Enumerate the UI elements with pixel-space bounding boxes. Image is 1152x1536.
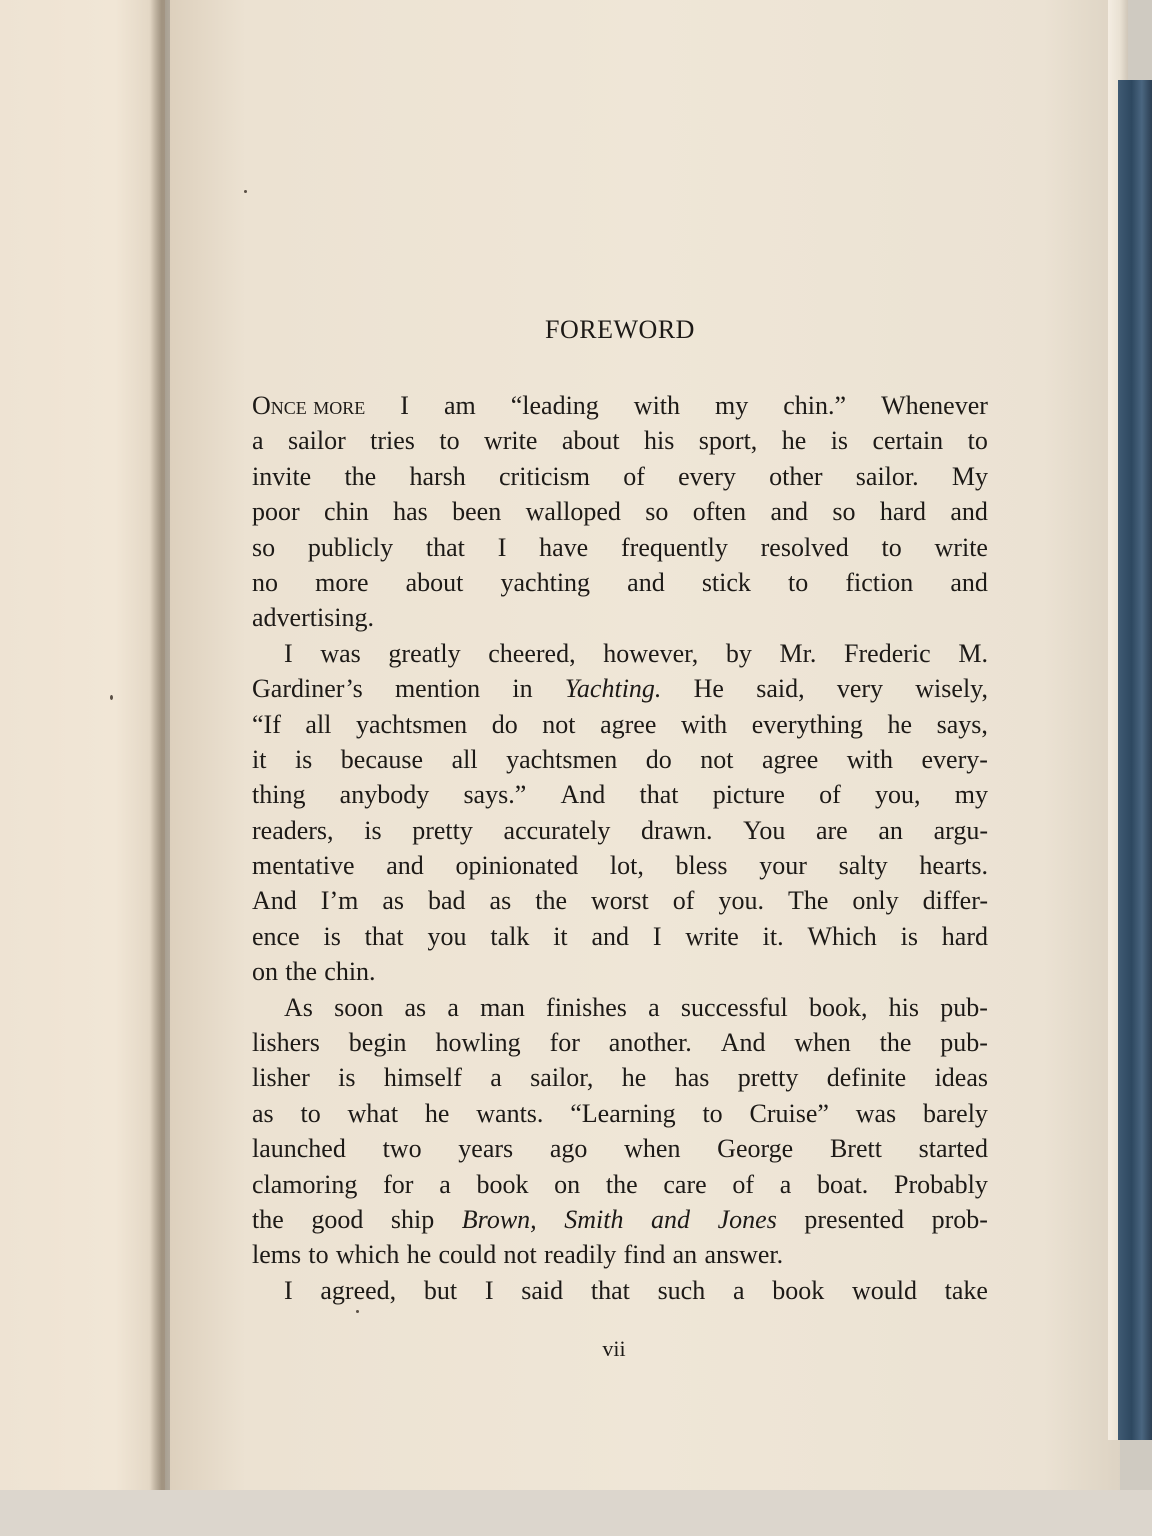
word: certain: [872, 426, 944, 456]
word: all: [305, 709, 332, 739]
word: of: [819, 780, 841, 810]
word: about: [561, 426, 620, 456]
text-line: [252, 813, 988, 848]
word: find: [623, 1240, 666, 1270]
word: Brown,: [461, 1204, 537, 1234]
word: he: [781, 426, 807, 456]
word: talk: [490, 921, 530, 951]
word: resolved: [760, 532, 849, 562]
text-line: [252, 565, 988, 600]
word: and: [386, 851, 424, 881]
word: begin: [348, 1028, 407, 1058]
word: mention: [394, 674, 481, 704]
word: lisher: [252, 1063, 310, 1093]
word: opinionated: [455, 851, 579, 881]
page-number-container: [0, 1336, 1152, 1362]
text-line: [252, 848, 988, 883]
word: soon: [334, 992, 384, 1022]
word: do: [491, 709, 518, 739]
word: no: [252, 567, 278, 597]
word: to: [439, 426, 460, 456]
word: Yachting.: [564, 674, 662, 704]
word: every-: [921, 744, 988, 774]
word: ago: [549, 1134, 588, 1164]
word: walloped: [525, 497, 621, 527]
word: that: [639, 780, 679, 810]
word: and: [950, 497, 988, 527]
word: M.: [958, 638, 988, 668]
word: to: [788, 567, 809, 597]
word: said: [521, 1275, 564, 1305]
word: about: [405, 567, 464, 597]
word: successful: [680, 992, 788, 1022]
word: as: [252, 1098, 274, 1128]
word: and: [651, 1204, 691, 1234]
word: fiction: [845, 567, 914, 597]
table-surface: [0, 1490, 1152, 1536]
text-line: [252, 1131, 988, 1166]
word: And: [560, 780, 606, 810]
word: lems: [252, 1240, 302, 1270]
word: often: [692, 497, 747, 527]
word: yachting: [500, 567, 591, 597]
word: of: [672, 886, 695, 916]
word: with: [633, 391, 681, 420]
word: write: [685, 921, 739, 951]
word: was: [320, 638, 361, 668]
word: Jones: [717, 1204, 777, 1234]
word: Brett: [829, 1134, 882, 1164]
word: “leading: [510, 391, 599, 420]
word: greatly: [388, 638, 461, 668]
word: which: [335, 1240, 400, 1270]
word: for: [549, 1028, 580, 1058]
word: a: [439, 1169, 451, 1199]
word: boat.: [817, 1169, 869, 1199]
text-line: [252, 1167, 988, 1202]
word: He: [693, 674, 724, 704]
word: pub-: [940, 992, 988, 1022]
word: it: [252, 744, 267, 774]
word: and: [950, 567, 988, 597]
word: a: [447, 992, 459, 1022]
word: I: [284, 1275, 293, 1305]
text-line: [252, 1237, 988, 1272]
word: said,: [756, 674, 805, 704]
word: started: [918, 1134, 988, 1164]
word: lishers: [252, 1028, 320, 1058]
word: to: [881, 532, 902, 562]
book-cover-edge: [1118, 80, 1152, 1440]
word: you,: [875, 780, 921, 810]
word: to: [702, 1098, 723, 1128]
word: are: [815, 815, 848, 845]
word: is: [294, 744, 313, 774]
text-line: [252, 423, 988, 458]
text-line: [252, 600, 988, 635]
word: argu-: [933, 815, 988, 845]
word: to: [300, 1098, 321, 1128]
word: the: [535, 886, 567, 916]
text-line: [252, 1273, 988, 1308]
word: it: [553, 921, 568, 951]
word: has: [393, 497, 428, 527]
word: as: [404, 992, 427, 1022]
word: sailor.: [855, 461, 919, 491]
text-line: [252, 1025, 988, 1060]
word: he: [424, 1098, 450, 1128]
word: book: [476, 1169, 529, 1199]
word: book: [772, 1275, 825, 1305]
word: yachtsmen: [506, 744, 618, 774]
word: the: [285, 957, 318, 987]
text-line: [252, 990, 988, 1025]
word: the: [252, 1204, 284, 1234]
word: mentative: [252, 851, 355, 881]
word: an: [672, 1240, 698, 1270]
word: that: [425, 532, 465, 562]
paper-speck: [244, 190, 247, 193]
word: that: [364, 921, 404, 951]
word: so: [832, 497, 856, 527]
word: is: [323, 921, 341, 951]
word: take: [944, 1275, 988, 1305]
word: would: [851, 1275, 917, 1305]
word: bad: [428, 886, 466, 916]
word: You: [743, 815, 786, 845]
word: says,: [936, 709, 988, 739]
word: only: [852, 886, 899, 916]
word: hearts.: [919, 851, 988, 881]
word: everything: [751, 709, 863, 739]
word: agree: [600, 709, 657, 739]
word: he: [406, 1240, 432, 1270]
word: wants.: [476, 1098, 544, 1128]
word: the: [344, 461, 377, 491]
text-line: [252, 671, 988, 706]
word: the: [605, 1169, 638, 1199]
text-line: [252, 1096, 988, 1131]
word: lot,: [609, 851, 644, 881]
word: on: [252, 957, 278, 987]
left-page: [0, 0, 165, 1536]
word: sailor,: [530, 1063, 594, 1093]
word: himself: [383, 1063, 462, 1093]
word: not: [503, 1240, 537, 1270]
word: another.: [608, 1028, 692, 1058]
word: however,: [603, 638, 699, 668]
word: says.”: [463, 780, 527, 810]
text-line: [252, 883, 988, 918]
word: agree: [762, 744, 819, 774]
word: when: [624, 1134, 681, 1164]
word: you.: [718, 886, 764, 916]
foreword-text: [252, 310, 988, 1308]
word: wisely,: [915, 674, 988, 704]
word: good: [311, 1204, 364, 1234]
paragraph: [252, 1273, 988, 1308]
word: The: [787, 886, 829, 916]
word: and: [770, 497, 809, 527]
word: it.: [762, 921, 784, 951]
word: launched: [252, 1134, 346, 1164]
word: stick: [701, 567, 751, 597]
word: to: [308, 1240, 329, 1270]
word: as: [489, 886, 512, 916]
word: very: [836, 674, 884, 704]
word: answer.: [704, 1240, 784, 1270]
word: pretty: [737, 1063, 799, 1093]
word: a: [490, 1063, 502, 1093]
word: bless: [675, 851, 728, 881]
word: he: [887, 709, 913, 739]
word: “Learning: [570, 1098, 676, 1128]
word: book,: [808, 992, 868, 1022]
word: anybody: [339, 780, 430, 810]
word: to: [967, 426, 988, 456]
word: I: [284, 638, 293, 668]
word: care: [663, 1169, 707, 1199]
word: the: [879, 1028, 912, 1058]
word: years: [458, 1134, 514, 1164]
word: so: [252, 532, 276, 562]
word: with: [846, 744, 894, 774]
word: with: [680, 709, 728, 739]
word: write: [484, 426, 538, 456]
text-line: [252, 459, 988, 494]
paragraph: [252, 636, 988, 990]
word: not: [700, 744, 734, 774]
word: readily: [544, 1240, 617, 1270]
page-title: FOREWORD: [545, 315, 695, 344]
word: in: [512, 674, 533, 704]
text-line: [252, 530, 988, 565]
word: on: [554, 1169, 581, 1199]
word: tries: [370, 426, 415, 456]
word: criticism: [499, 461, 590, 491]
word: And: [252, 886, 297, 916]
paragraph: [252, 388, 988, 636]
word: is: [364, 815, 382, 845]
word: such: [657, 1275, 706, 1305]
word: presented: [804, 1204, 904, 1234]
word: been: [452, 497, 502, 527]
word: ideas: [934, 1063, 988, 1093]
word: that: [590, 1275, 630, 1305]
word: I: [497, 532, 507, 562]
word: barely: [922, 1098, 988, 1128]
word: Mr.: [779, 638, 817, 668]
word: thing: [252, 780, 306, 810]
word: two: [382, 1134, 422, 1164]
word: sailor: [287, 426, 346, 456]
word: Probably: [894, 1169, 988, 1199]
word: a: [252, 426, 264, 456]
word: Once more: [252, 391, 366, 420]
word: prob-: [931, 1204, 988, 1234]
word: is: [830, 426, 849, 456]
word: George: [717, 1134, 794, 1164]
word: so: [645, 497, 669, 527]
word: his: [888, 992, 919, 1022]
text-line: [252, 954, 988, 989]
word: I: [652, 921, 662, 951]
word: howling: [435, 1028, 521, 1058]
word: chin.: [324, 957, 376, 987]
word: Which: [807, 921, 877, 951]
word: every: [678, 461, 736, 491]
word: drawn.: [641, 815, 713, 845]
word: a: [648, 992, 660, 1022]
word: when: [794, 1028, 851, 1058]
word: was: [855, 1098, 897, 1128]
paragraph: [252, 990, 988, 1273]
word: “If: [252, 709, 281, 739]
word: definite: [826, 1063, 907, 1093]
word: more: [315, 567, 369, 597]
word: a: [732, 1275, 745, 1305]
word: has: [674, 1063, 710, 1093]
word: and: [591, 921, 630, 951]
word: all: [451, 744, 478, 774]
word: chin.”: [783, 391, 847, 420]
word: pub-: [940, 1028, 988, 1058]
word: ence: [252, 921, 300, 951]
word: because: [340, 744, 424, 774]
word: advertising.: [252, 603, 375, 633]
word: what: [347, 1098, 399, 1128]
text-line: [252, 1060, 988, 1095]
foreword-body: [252, 388, 988, 1308]
word: As: [284, 992, 313, 1022]
word: you: [427, 921, 467, 951]
word: man: [480, 992, 525, 1022]
text-line: [252, 742, 988, 777]
word: is: [338, 1063, 356, 1093]
word: sport,: [698, 426, 758, 456]
word: write: [934, 532, 988, 562]
word: invite: [252, 461, 312, 491]
word: he: [621, 1063, 647, 1093]
word: picture: [712, 780, 785, 810]
word: Frederic: [844, 638, 931, 668]
word: could: [438, 1240, 497, 1270]
word: salty: [838, 851, 888, 881]
word: I’m: [320, 886, 359, 916]
word: pretty: [412, 815, 473, 845]
word: am: [443, 391, 476, 420]
word: yachtsmen: [355, 709, 468, 739]
text-line: [252, 919, 988, 954]
word: a: [779, 1169, 792, 1199]
word: chin: [324, 497, 369, 527]
word: my: [715, 391, 749, 420]
word: my: [954, 780, 988, 810]
word: Whenever: [881, 391, 988, 420]
word: but: [423, 1275, 458, 1305]
word: by: [725, 638, 752, 668]
word: hard: [879, 497, 927, 527]
word: of: [732, 1169, 755, 1199]
text-line: [252, 636, 988, 671]
word: his: [644, 426, 675, 456]
word: not: [542, 709, 576, 739]
word: Smith: [564, 1204, 624, 1234]
word: as: [382, 886, 404, 916]
text-line: [252, 388, 988, 423]
word: readers,: [252, 815, 334, 845]
word: harsh: [409, 461, 466, 491]
word: differ-: [922, 886, 988, 916]
text-line: [252, 777, 988, 812]
word: cheered,: [488, 638, 576, 668]
word: have: [539, 532, 589, 562]
text-line: [252, 494, 988, 529]
word: ship: [390, 1204, 435, 1234]
word: I: [484, 1275, 494, 1305]
text-line: [252, 707, 988, 742]
word: hard: [941, 921, 988, 951]
paper-speck: [110, 695, 113, 700]
word: poor: [252, 497, 300, 527]
word: clamoring: [252, 1169, 358, 1199]
word: other: [769, 461, 823, 491]
word: And: [720, 1028, 766, 1058]
word: My: [951, 461, 988, 491]
word: Cruise”: [749, 1098, 829, 1128]
text-line: [252, 1202, 988, 1237]
word: do: [645, 744, 672, 774]
word: your: [759, 851, 807, 881]
paper-speck: [356, 1310, 359, 1313]
word: accurately: [503, 815, 611, 845]
word: frequently: [621, 532, 728, 562]
word: agreed,: [320, 1275, 397, 1305]
word: an: [878, 815, 903, 845]
word: and: [627, 567, 665, 597]
page-number: vii: [602, 1336, 626, 1361]
word: for: [383, 1169, 414, 1199]
word: I: [400, 391, 409, 420]
word: Gardiner’s: [252, 674, 363, 704]
word: finishes: [546, 992, 627, 1022]
word: of: [623, 461, 645, 491]
word: publicly: [307, 532, 394, 562]
word: is: [900, 921, 918, 951]
word: worst: [590, 886, 649, 916]
